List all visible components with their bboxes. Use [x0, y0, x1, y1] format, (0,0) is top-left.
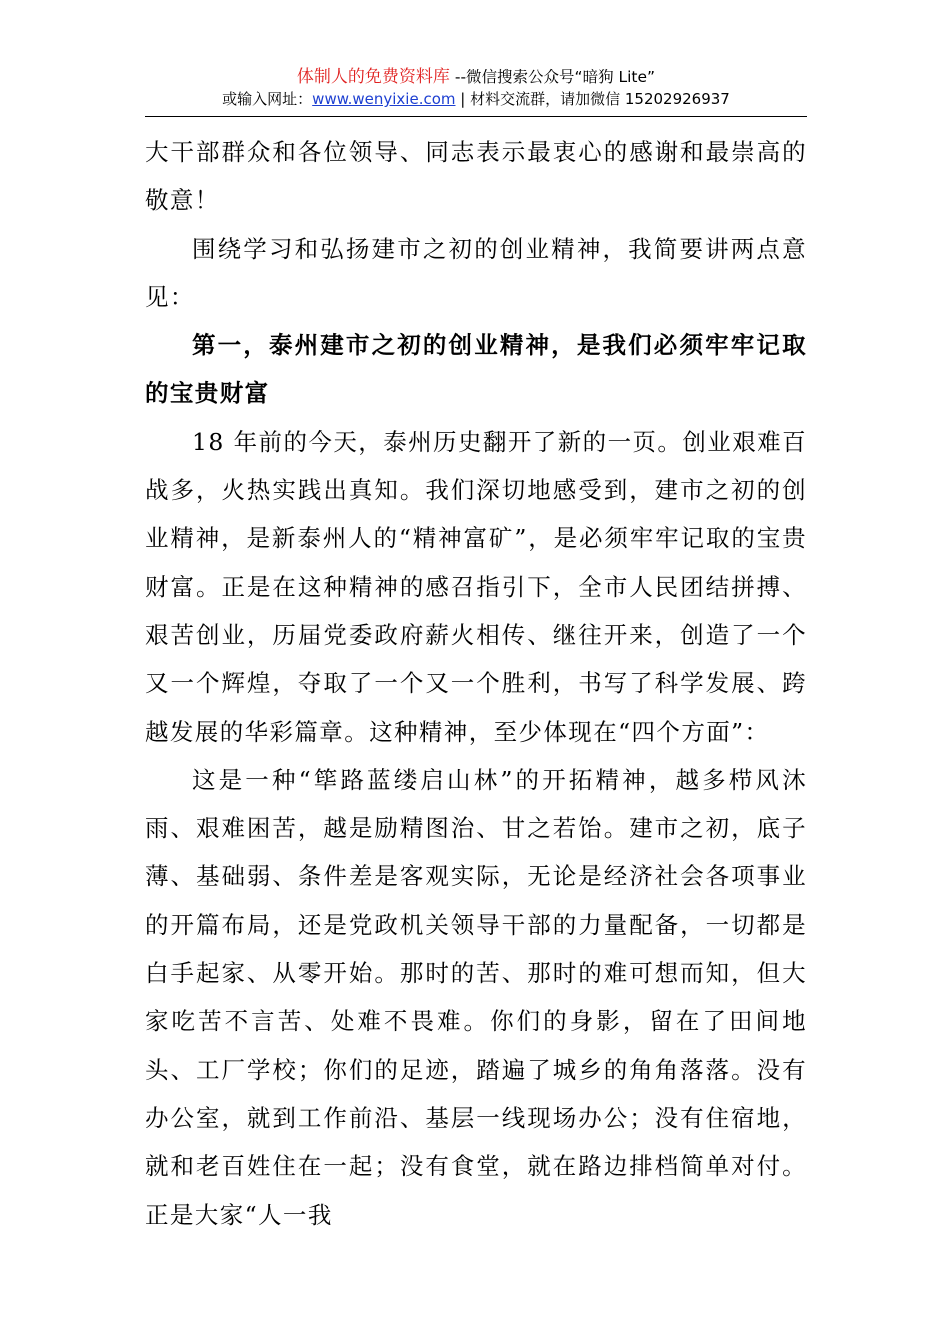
header-contact: | 材料交流群，请加微信 15202926937	[455, 90, 730, 108]
document-header	[145, 66, 807, 110]
header-line-2	[145, 88, 807, 110]
header-divider	[145, 116, 807, 117]
paragraph: 这是一种“筚路蓝缕启山林”的开拓精神，越多栉风沐雨、艰难困苦，越是励精图治、甘之若饴。建市之初，底子薄、基础弱、条件差是客观实际，无论是经济社会各项事业的开篇布局，还是党政机关领导干部的力量配备，一切都是白手起家、从零开始。那时的苦、那时的难可想而知，但大家吃苦不言苦、处难不畏难。你们的身影，留在了田间地头、工厂学校；你们的足迹，踏遍了城乡的角角落落。没有办公室，就到工作前沿、基层一线现场办公；没有住宿地，就和老百姓住在一起；没有食堂，就在路边排档简单对付。正是大家“人一我	[145, 765, 807, 1229]
header-url-link[interactable]: www.wenyixie.com	[312, 90, 456, 108]
header-brand: 体制人的免费资料库	[296, 67, 450, 87]
header-tagline: --微信搜索公众号“暗狗 Lite”	[449, 68, 656, 86]
section-heading: 第一，泰州建市之初的创业精神，是我们必须牢牢记取的宝贵财富	[145, 331, 807, 408]
document-body	[145, 128, 807, 1239]
header-line-1	[145, 66, 807, 88]
paragraph-intro: 围绕学习和弘扬建市之初的创业精神，我简要讲两点意见：	[145, 234, 807, 311]
header-url-prefix: 或输入网址：	[222, 90, 313, 108]
paragraph: 18 年前的今天，泰州历史翻开了新的一页。创业艰难百战多，火热实践出真知。我们深切地感受到，建市之初的创业精神，是新泰州人的“精神富矿”，是必须牢牢记取的宝贵财富。正是在这种精神的感召指引下，全市人民团结拼搏、艰苦创业，历届党委政府薪火相传、继往开来，创造了一个又一个辉煌，夺取了一个又一个胜利，书写了科学发展、跨越发展的华彩篇章。这种精神，至少体现在“四个方面”：	[145, 427, 807, 746]
paragraph-continuation: 大干部群众和各位领导、同志表示最衷心的感谢和最崇高的敬意！	[145, 138, 807, 215]
